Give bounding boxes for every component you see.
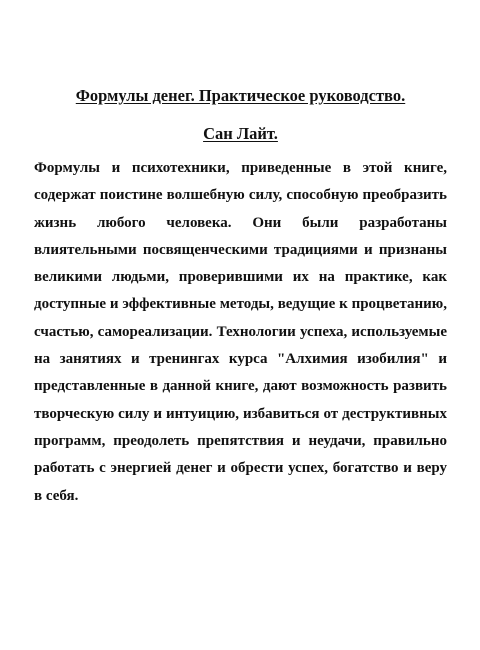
- book-title: Формулы денег. Практическое руководство.: [75, 86, 406, 105]
- book-description: Формулы и психотехники, приведенные в этой книге, содержат поистине волшебную силу, способную преобразить жизнь любого человека. Они были разработаны влиятельными посвященческими традициями и признаны великими людьми, проверившими их на практике, как доступные и эффективные методы, ведущие к процветанию, счастью, самореализации. Технологии успеха, используемые на занятиях и тренингах курса "Алхимия изобилия" и представленные в данной книге, дают возможность развить творческую силу и интуицию, избавиться от деструктивных программ, преодолеть препятствия и неудачи, правильно работать с энергией денег и обрести успех, богатство и веру в себя.: [34, 160, 447, 504]
- book-author: Сан Лайт.: [203, 124, 278, 143]
